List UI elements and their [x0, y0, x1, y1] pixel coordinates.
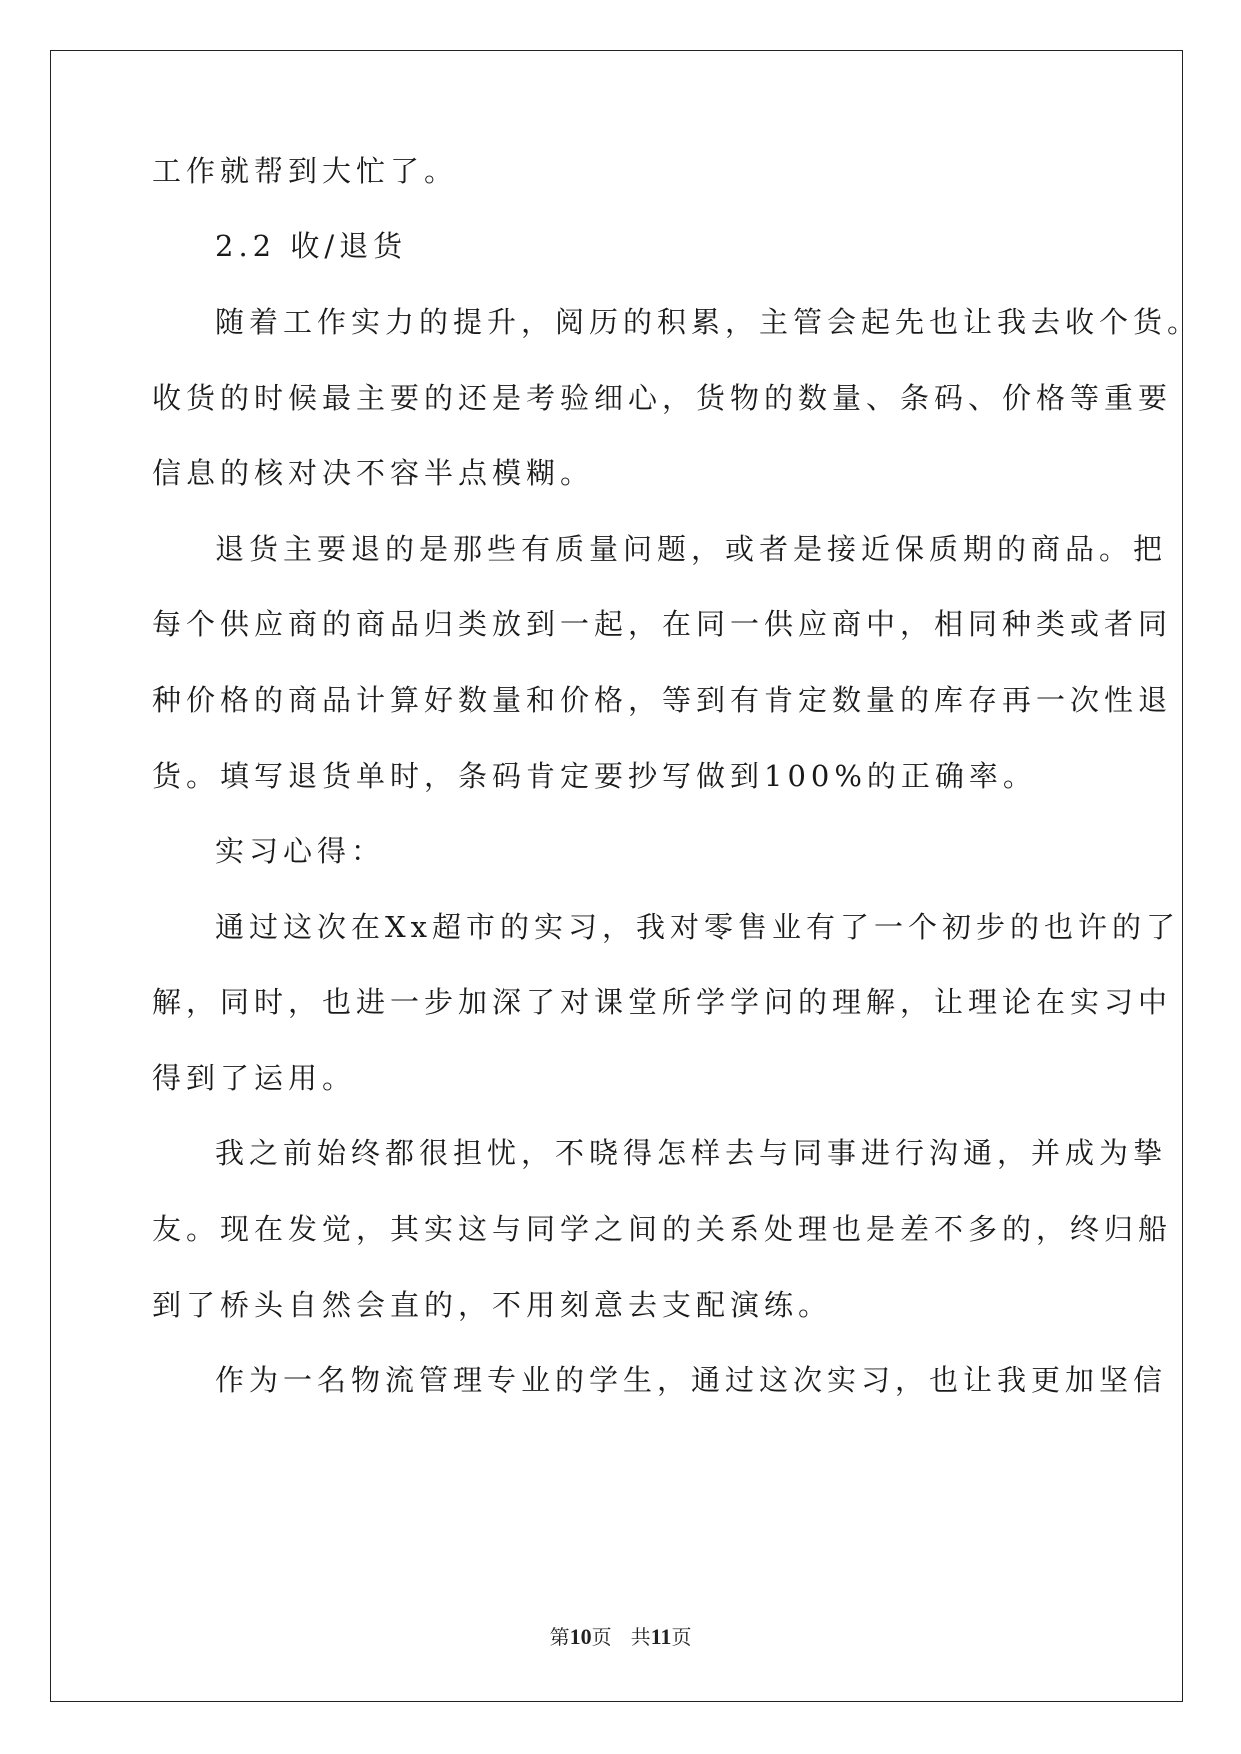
text-line: 解，同时，也进一步加深了对课堂所学学问的理解，让理论在实习中	[152, 985, 1173, 1019]
footer-prefix: 第	[549, 1625, 570, 1649]
total-pages-number: 11	[650, 1624, 672, 1649]
text-line: 工作就帮到大忙了。	[152, 154, 459, 188]
page-border	[50, 50, 1183, 1702]
section-heading: 2.2 收/退货	[215, 229, 408, 263]
footer-suffix: 页	[671, 1625, 692, 1649]
text-line: 货。填写退货单时，条码肯定要抄写做到100%的正确率。	[152, 759, 1037, 793]
text-line: 友。现在发觉，其实这与同学之间的关系处理也是差不多的，终归船	[152, 1212, 1173, 1246]
text-line: 随着工作实力的提升，阅历的积累，主管会起先也让我去收个货。	[215, 305, 1202, 339]
section-heading: 实习心得：	[215, 834, 386, 868]
text-line: 每个供应商的商品归类放到一起，在同一供应商中，相同种类或者同	[152, 607, 1173, 641]
text-line: 退货主要退的是那些有质量问题，或者是接近保质期的商品。把	[215, 532, 1168, 566]
text-line: 到了桥头自然会直的，不用刻意去支配演练。	[152, 1288, 833, 1322]
text-line: 作为一名物流管理专业的学生，通过这次实习，也让我更加坚信	[215, 1363, 1168, 1397]
page-footer	[0, 1626, 1241, 1648]
text-line: 我之前始终都很担忧，不晓得怎样去与同事进行沟通，并成为挚	[215, 1136, 1168, 1170]
text-line: 信息的核对决不容半点模糊。	[152, 456, 595, 490]
current-page-number: 10	[569, 1624, 592, 1649]
text-line: 通过这次在Xx超市的实习，我对零售业有了一个初步的也许的了	[215, 910, 1181, 944]
text-line: 种价格的商品计算好数量和价格，等到有肯定数量的库存再一次性退	[152, 683, 1173, 717]
text-line: 收货的时候最主要的还是考验细心，货物的数量、条码、价格等重要	[152, 381, 1173, 415]
footer-middle: 页 共	[591, 1625, 651, 1649]
text-line: 得到了运用。	[152, 1061, 357, 1095]
